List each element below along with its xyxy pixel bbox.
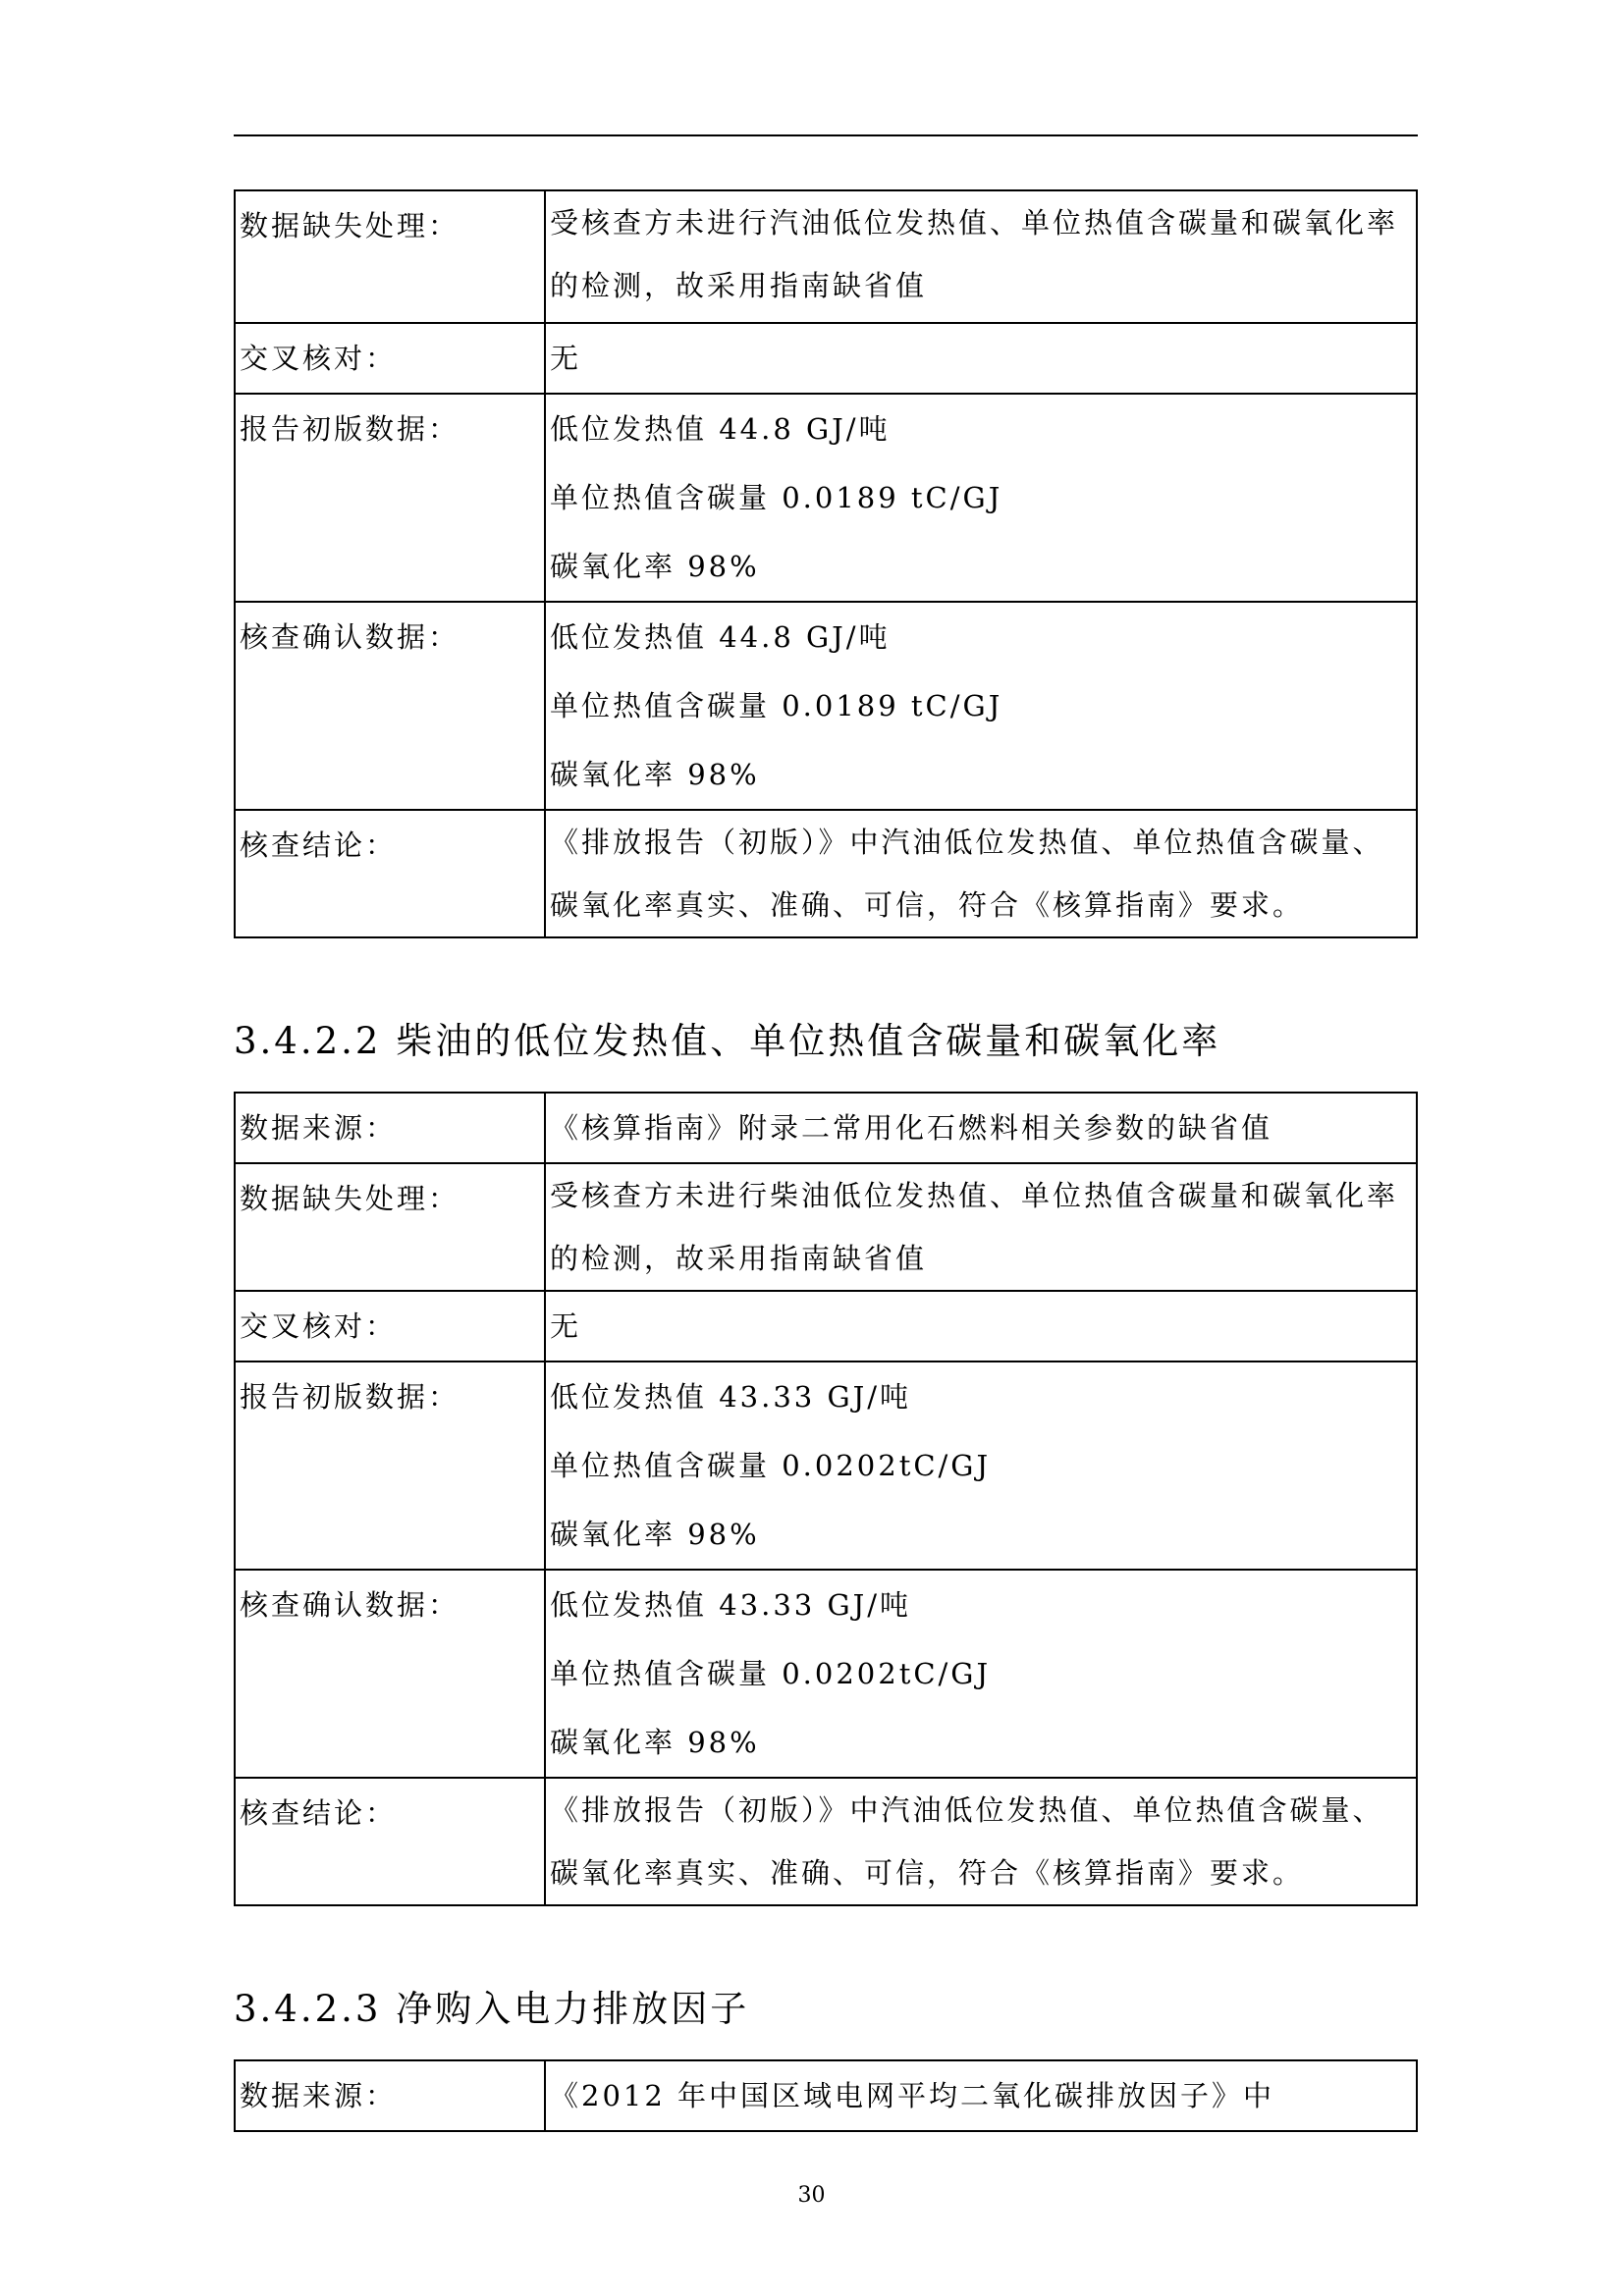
row-value <box>545 2060 1417 2131</box>
value-line: 无 <box>550 342 582 375</box>
value-line: 的检测，故采用指南缺省值 <box>550 269 928 302</box>
row-label: 数据来源： <box>235 2060 545 2131</box>
row-value <box>545 1362 1417 1570</box>
table-row <box>235 190 1417 323</box>
value-line: 单位热值含碳量 0.0202tC/GJ <box>550 1449 992 1482</box>
table-row <box>235 1778 1417 1905</box>
header-rule <box>234 134 1418 136</box>
table-row <box>235 1570 1417 1778</box>
row-value <box>545 1570 1417 1778</box>
value-line: 受核查方未进行汽油低位发热值、单位热值含碳量和碳氧化率 <box>550 206 1399 240</box>
row-label: 报告初版数据： <box>235 394 545 602</box>
section-heading-electricity: 3.4.2.3 净购入电力排放因子 <box>234 1988 750 2030</box>
value-line: 碳氧化率 98% <box>550 1726 760 1759</box>
value-line: 《排放报告（初版）》中汽油低位发热值、单位热值含碳量、 <box>550 826 1384 859</box>
row-value <box>545 810 1417 937</box>
value-line: 碳氧化率真实、准确、可信，符合《核算指南》要求。 <box>550 1856 1305 1890</box>
row-value <box>545 190 1417 323</box>
table-row <box>235 394 1417 602</box>
gasoline-parameter-table <box>234 189 1418 938</box>
row-value <box>545 394 1417 602</box>
value-line: 碳氧化率 98% <box>550 550 760 583</box>
value-line: 无 <box>550 1309 582 1343</box>
row-value <box>545 1163 1417 1291</box>
row-value <box>545 602 1417 810</box>
table-row <box>235 1093 1417 1163</box>
value-line: 碳氧化率真实、准确、可信，符合《核算指南》要求。 <box>550 888 1305 922</box>
row-label: 核查确认数据： <box>235 602 545 810</box>
table-row <box>235 1163 1417 1291</box>
value-line: 低位发热值 43.33 GJ/吨 <box>550 1380 912 1414</box>
value-line: 受核查方未进行柴油低位发热值、单位热值含碳量和碳氧化率 <box>550 1179 1399 1212</box>
row-value <box>545 1291 1417 1362</box>
row-label: 数据缺失处理： <box>235 190 545 323</box>
value-line: 单位热值含碳量 0.0189 tC/GJ <box>550 689 1003 722</box>
row-label: 交叉核对： <box>235 323 545 394</box>
value-line: 单位热值含碳量 0.0189 tC/GJ <box>550 481 1003 514</box>
table-row <box>235 323 1417 394</box>
row-value <box>545 1093 1417 1163</box>
table-row <box>235 1362 1417 1570</box>
value-line: 单位热值含碳量 0.0202tC/GJ <box>550 1657 992 1690</box>
value-line: 的检测，故采用指南缺省值 <box>550 1242 928 1275</box>
table-row <box>235 602 1417 810</box>
page-number: 30 <box>797 2183 826 2208</box>
value-line: 《2012 年中国区域电网平均二氧化碳排放因子》中 <box>550 2079 1275 2112</box>
value-line: 低位发热值 44.8 GJ/吨 <box>550 620 891 654</box>
table-row <box>235 1291 1417 1362</box>
row-value <box>545 323 1417 394</box>
table-row <box>235 2060 1417 2131</box>
value-line: 低位发热值 44.8 GJ/吨 <box>550 412 891 446</box>
table-row <box>235 810 1417 937</box>
row-label: 交叉核对： <box>235 1291 545 1362</box>
value-line: 《排放报告（初版）》中汽油低位发热值、单位热值含碳量、 <box>550 1793 1384 1827</box>
row-label: 核查确认数据： <box>235 1570 545 1778</box>
row-label: 核查结论： <box>235 810 545 937</box>
electricity-parameter-table <box>234 2059 1418 2132</box>
value-line: 碳氧化率 98% <box>550 1518 760 1551</box>
section-heading-diesel: 3.4.2.2 柴油的低位发热值、单位热值含碳量和碳氧化率 <box>234 1020 1221 1062</box>
row-label: 数据来源： <box>235 1093 545 1163</box>
value-line: 碳氧化率 98% <box>550 758 760 791</box>
row-label: 核查结论： <box>235 1778 545 1905</box>
row-label: 报告初版数据： <box>235 1362 545 1570</box>
row-value <box>545 1778 1417 1905</box>
diesel-parameter-table <box>234 1092 1418 1906</box>
value-line: 《核算指南》附录二常用化石燃料相关参数的缺省值 <box>550 1111 1273 1145</box>
row-label: 数据缺失处理： <box>235 1163 545 1291</box>
value-line: 低位发热值 43.33 GJ/吨 <box>550 1588 912 1622</box>
